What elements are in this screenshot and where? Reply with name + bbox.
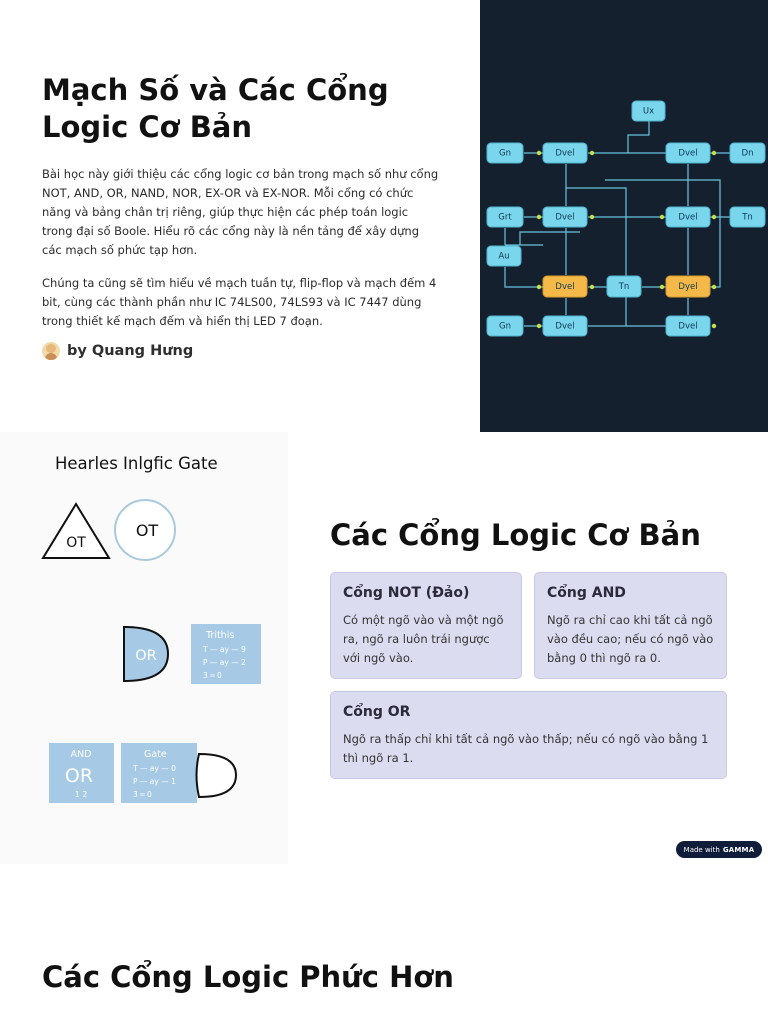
section3-title: Các Cổng Logic Phức Hơn	[42, 960, 454, 994]
box3-row2: P — ay — 1	[133, 777, 176, 786]
diagram-node-label: Dvel	[555, 321, 575, 332]
box1-row1: T — ay — 9	[203, 645, 246, 654]
intro-paragraph-1: Bài học này giới thiệu các cổng logic cơ bản trong mạch số như cổng NOT, AND, OR, NAND, NOR, EX-OR và EX-NOR. Mỗi cổng có chức năng và bảng chân trị riêng, giúp thực hiện các phép toán logic trong đại số Boole. Hiểu rõ các cổng này là nền tảng để xây dựng các mạch số phức tạp hơn.	[42, 167, 439, 257]
logic-diagram-image	[480, 0, 768, 432]
triangle-gate-label: OT	[66, 535, 86, 551]
diagram-node-label: Dvel	[678, 212, 698, 223]
truth-table-box-1	[191, 624, 261, 684]
diagram-node-dvel-bottom-right	[666, 316, 710, 336]
diagram-node-label: Dvel	[555, 148, 575, 159]
card-and-gate	[534, 572, 727, 679]
box2-big: OR	[64, 765, 94, 787]
diagram-node-label: Tn	[618, 282, 630, 292]
diagram-node-label: Dn	[741, 148, 754, 159]
illustration-title: Hearles Inlgfic Gate	[55, 454, 218, 473]
diagram-node-dvel-mid-left	[543, 207, 587, 227]
intro-paragraph-2: Chúng ta cũng sẽ tìm hiểu về mạch tuần tự, flip-flop và mạch đếm 4 bit, cùng các thành phần như IC 74LS00, 74LS93 và IC 7447 dùng trong thiết kế mạch đếm và hiển thị LED 7 đoạn.	[42, 276, 437, 328]
card-text: Có một ngõ vào và một ngõ ra, ngõ ra luôn trái ngược với ngõ vào.	[343, 613, 504, 665]
box3-row3: 3 ═ 0	[133, 790, 152, 799]
diagram-node-gn-bottom	[487, 316, 523, 336]
diagram-node-gn-top	[487, 143, 523, 163]
card-title: Cổng NOT (Đảo)	[343, 585, 470, 601]
diagram-node-label: Dvel	[678, 321, 698, 332]
card-title: Cổng OR	[343, 704, 411, 720]
section1-title: Mạch Số và Các Cổng Logic Cơ Bản	[42, 73, 389, 144]
box2-footer: 1 2	[74, 790, 88, 799]
box1-title: Trithis	[206, 630, 235, 641]
diagram-node-ux	[632, 101, 665, 121]
card-title: Cổng AND	[547, 585, 626, 601]
diagram-node-label: Dvel	[555, 212, 575, 223]
logic-diagram-svg	[480, 0, 768, 432]
badge-prefix: Made with	[683, 845, 720, 854]
gate-illustration-image	[0, 432, 288, 864]
diagram-node-label: Gn	[499, 148, 511, 159]
diagram-node-dvel-top-right	[666, 143, 710, 163]
diagram-node-dvel-bottom-left	[543, 316, 587, 336]
diagram-node-dn	[730, 143, 765, 163]
diagram-node-dyel-orange	[666, 276, 710, 297]
circle-gate-label: OT	[135, 521, 159, 540]
diagram-node-label: Au	[498, 251, 510, 262]
diagram-node-dvel-top-left	[543, 143, 587, 163]
diagram-node-label: Grt	[498, 212, 512, 223]
diagram-node-tn-right	[730, 207, 765, 227]
circle-gate-shape	[115, 500, 175, 560]
or-gate-shape	[124, 627, 168, 681]
diagram-node-label: Dyel	[678, 282, 698, 292]
diagram-node-label: Tn	[742, 212, 753, 223]
diagram-node-label: Dvel	[555, 282, 575, 292]
diagram-node-dvel-orange	[543, 276, 587, 297]
triangle-gate-shape	[43, 504, 109, 558]
diagram-node-label: Dvel	[678, 148, 698, 159]
diagram-node-label: Gn	[499, 321, 511, 332]
card-or-gate	[330, 691, 727, 779]
card-text: Ngõ ra chỉ cao khi tất cả ngõ vào đều cao; nếu có ngõ vào bằng 0 thì ngõ ra 0.	[547, 613, 714, 665]
diagram-node-dvel-mid-right	[666, 207, 710, 227]
author-avatar	[42, 342, 60, 360]
card-not-gate	[330, 572, 522, 679]
or-gate-label: OR	[135, 648, 157, 664]
box1-row3: 3 ═ 0	[203, 671, 222, 680]
diagram-node-tn-center	[607, 276, 641, 297]
box2-title: AND	[70, 749, 92, 760]
card-text: Ngõ ra thấp chỉ khi tất cả ngõ vào thấp; nếu có ngõ vào bằng 1 thì ngõ ra 1.	[343, 732, 709, 765]
box1-row2: P — ay — 2	[203, 658, 246, 667]
truth-table-box-3	[121, 743, 197, 803]
truth-table-box-2	[49, 743, 114, 803]
gate-illustration-svg	[0, 432, 288, 864]
diagram-node-au	[487, 246, 521, 266]
diagram-node-grt	[487, 207, 523, 227]
author-name: by Quang Hưng	[67, 343, 194, 359]
badge-brand: GAMMA	[722, 845, 755, 854]
made-with-gamma-badge[interactable]	[676, 841, 762, 858]
section2-title: Các Cổng Logic Cơ Bản	[330, 518, 701, 552]
and-gate-outline-shape	[197, 754, 237, 797]
diagram-node-label: Ux	[642, 106, 655, 117]
author-line	[42, 342, 193, 360]
box3-row1: T — ay — 0	[133, 764, 176, 773]
box3-title: Gate	[144, 749, 167, 760]
